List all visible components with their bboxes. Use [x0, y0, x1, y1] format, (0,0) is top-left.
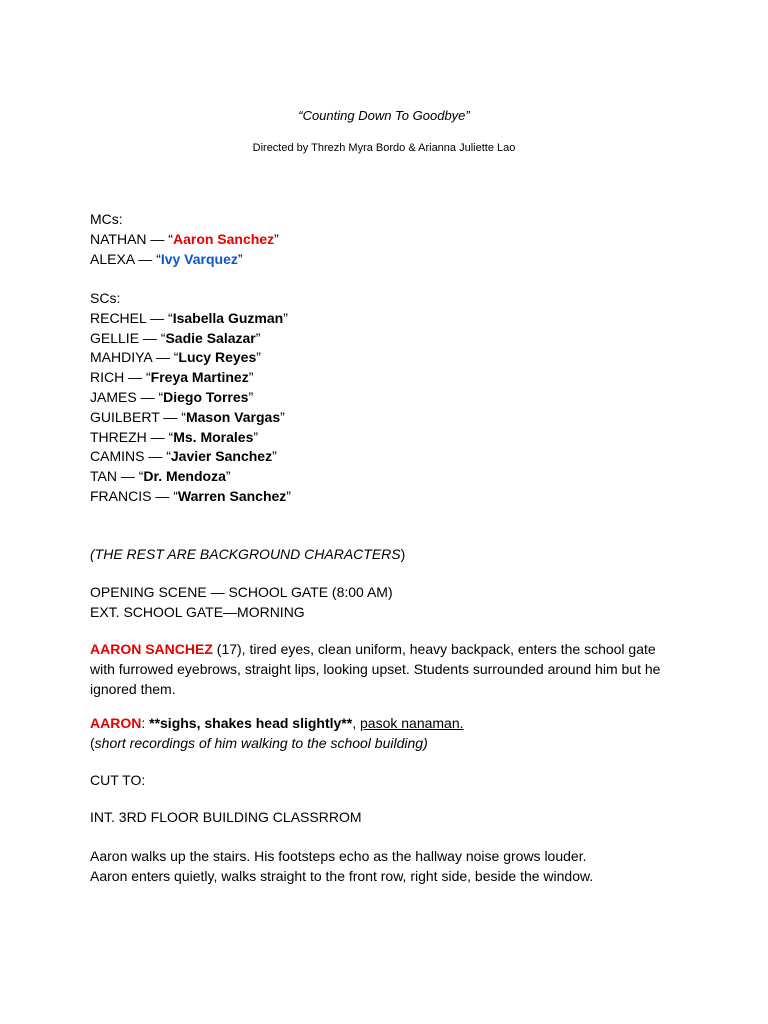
parenthetical-text: short recordings of him walking to the school building)	[94, 734, 428, 751]
stage-direction: **sighs, shakes head slightly**	[149, 715, 353, 731]
close-quote: ”	[272, 448, 277, 465]
sc-entry	[90, 368, 690, 388]
scene-heading: OPENING SCENE — SCHOOL GATE (8:00 AM)	[90, 584, 393, 600]
actor-name: RECHEL — “	[90, 309, 173, 326]
actor-name: NATHAN — “	[90, 230, 173, 247]
scene-slug: EXT. SCHOOL GATE—MORNING	[90, 603, 305, 620]
close-quote: ”	[225, 468, 231, 485]
character-name: Sadie Salazar	[165, 329, 256, 346]
transition: CUT TO:	[90, 772, 146, 788]
sc-entry	[90, 329, 690, 349]
close-quote: ”	[283, 309, 288, 326]
action-line: Aaron walks up the stairs. His footsteps echo as the hallway noise grows louder.	[90, 848, 587, 864]
character-cue: AARON SANCHEZ	[90, 641, 213, 657]
character-name: Freya Martinez	[150, 369, 249, 386]
actor-name: FRANCIS — “	[90, 487, 178, 504]
dialogue-line	[90, 714, 690, 734]
actor-name: CAMINS — “	[90, 448, 171, 465]
dialogue-comma: ,	[352, 715, 360, 731]
character-name: Dr. Mendoza	[143, 468, 226, 485]
dialogue-block	[90, 714, 690, 754]
sc-entry	[90, 428, 690, 448]
sc-entry	[90, 348, 690, 368]
close-quote: ”	[286, 487, 291, 504]
character-name: Diego Torres	[163, 388, 249, 405]
sc-entry	[90, 408, 690, 428]
character-name: Ms. Morales	[173, 428, 254, 445]
close-quote: ”	[280, 408, 285, 425]
mcs-section	[90, 210, 690, 269]
character-name: Javier Sanchez	[170, 448, 273, 465]
document-title: “Counting Down To Goodbye”	[298, 108, 470, 123]
close-quote: ”	[248, 388, 254, 405]
scene-slug: INT. 3RD FLOOR BUILDING CLASSRROM	[90, 809, 362, 825]
character-name: Ivy Varquez	[160, 250, 238, 267]
parenthetical	[90, 734, 690, 754]
background-note	[90, 545, 690, 565]
character-name: Mason Vargas	[185, 408, 281, 425]
action-line: Aaron enters quietly, walks straight to the front row, right side, beside the window.	[90, 867, 594, 884]
directed-by: Directed by Threzh Myra Bordo & Arianna Juliette Lao	[252, 142, 516, 154]
character-name: Lucy Reyes	[178, 349, 257, 366]
actor-name: GELLIE — “	[90, 329, 166, 346]
dialogue-colon: :	[141, 715, 150, 731]
scene2-slug-block	[90, 808, 690, 828]
scene2-action	[90, 847, 690, 887]
mc-entry	[90, 250, 690, 270]
background-note-close: )	[400, 546, 406, 562]
sc-entry	[90, 447, 690, 467]
background-note-text: (THE REST ARE BACKGROUND CHARACTERS	[90, 546, 401, 562]
sc-entry	[90, 388, 690, 408]
sc-entry	[90, 309, 690, 329]
character-name: Warren Sanchez	[177, 487, 287, 504]
action-paragraph	[90, 640, 670, 699]
close-quote: ”	[237, 250, 243, 267]
actor-name: RICH — “	[90, 369, 151, 386]
action-text: (17), tired eyes, clean uniform, heavy backpack, enters the school gate with furrowed eyebrows, straight lips, looking upset. Students surrounded around him but he ignored them.	[90, 641, 661, 697]
actor-name: TAN — “	[90, 468, 144, 485]
character-name: Aaron Sanchez	[172, 230, 275, 247]
close-quote: ”	[274, 230, 279, 247]
close-quote: ”	[255, 329, 261, 346]
paren-open: (	[90, 734, 95, 751]
actor-name: THREZH — “	[90, 428, 174, 445]
scs-heading: SCs:	[90, 290, 121, 306]
dialogue-text: pasok nanaman.	[360, 715, 464, 731]
character-name: Isabella Guzman	[172, 309, 284, 326]
mcs-heading: MCs:	[90, 211, 123, 227]
close-quote: ”	[248, 369, 254, 386]
actor-name: MAHDIYA — “	[90, 349, 179, 366]
actor-name: ALEXA — “	[90, 250, 161, 267]
close-quote: ”	[253, 428, 259, 445]
scs-section	[90, 289, 690, 507]
transition-block	[90, 771, 690, 791]
sc-entry	[90, 467, 690, 487]
sc-entry	[90, 487, 690, 507]
background-note-line	[90, 545, 690, 565]
scene1-heading-block	[90, 583, 690, 623]
actor-name: GUILBERT — “	[90, 408, 186, 425]
character-cue: AARON	[90, 715, 142, 731]
close-quote: ”	[256, 349, 261, 366]
mc-entry	[90, 230, 690, 250]
actor-name: JAMES — “	[90, 388, 164, 405]
